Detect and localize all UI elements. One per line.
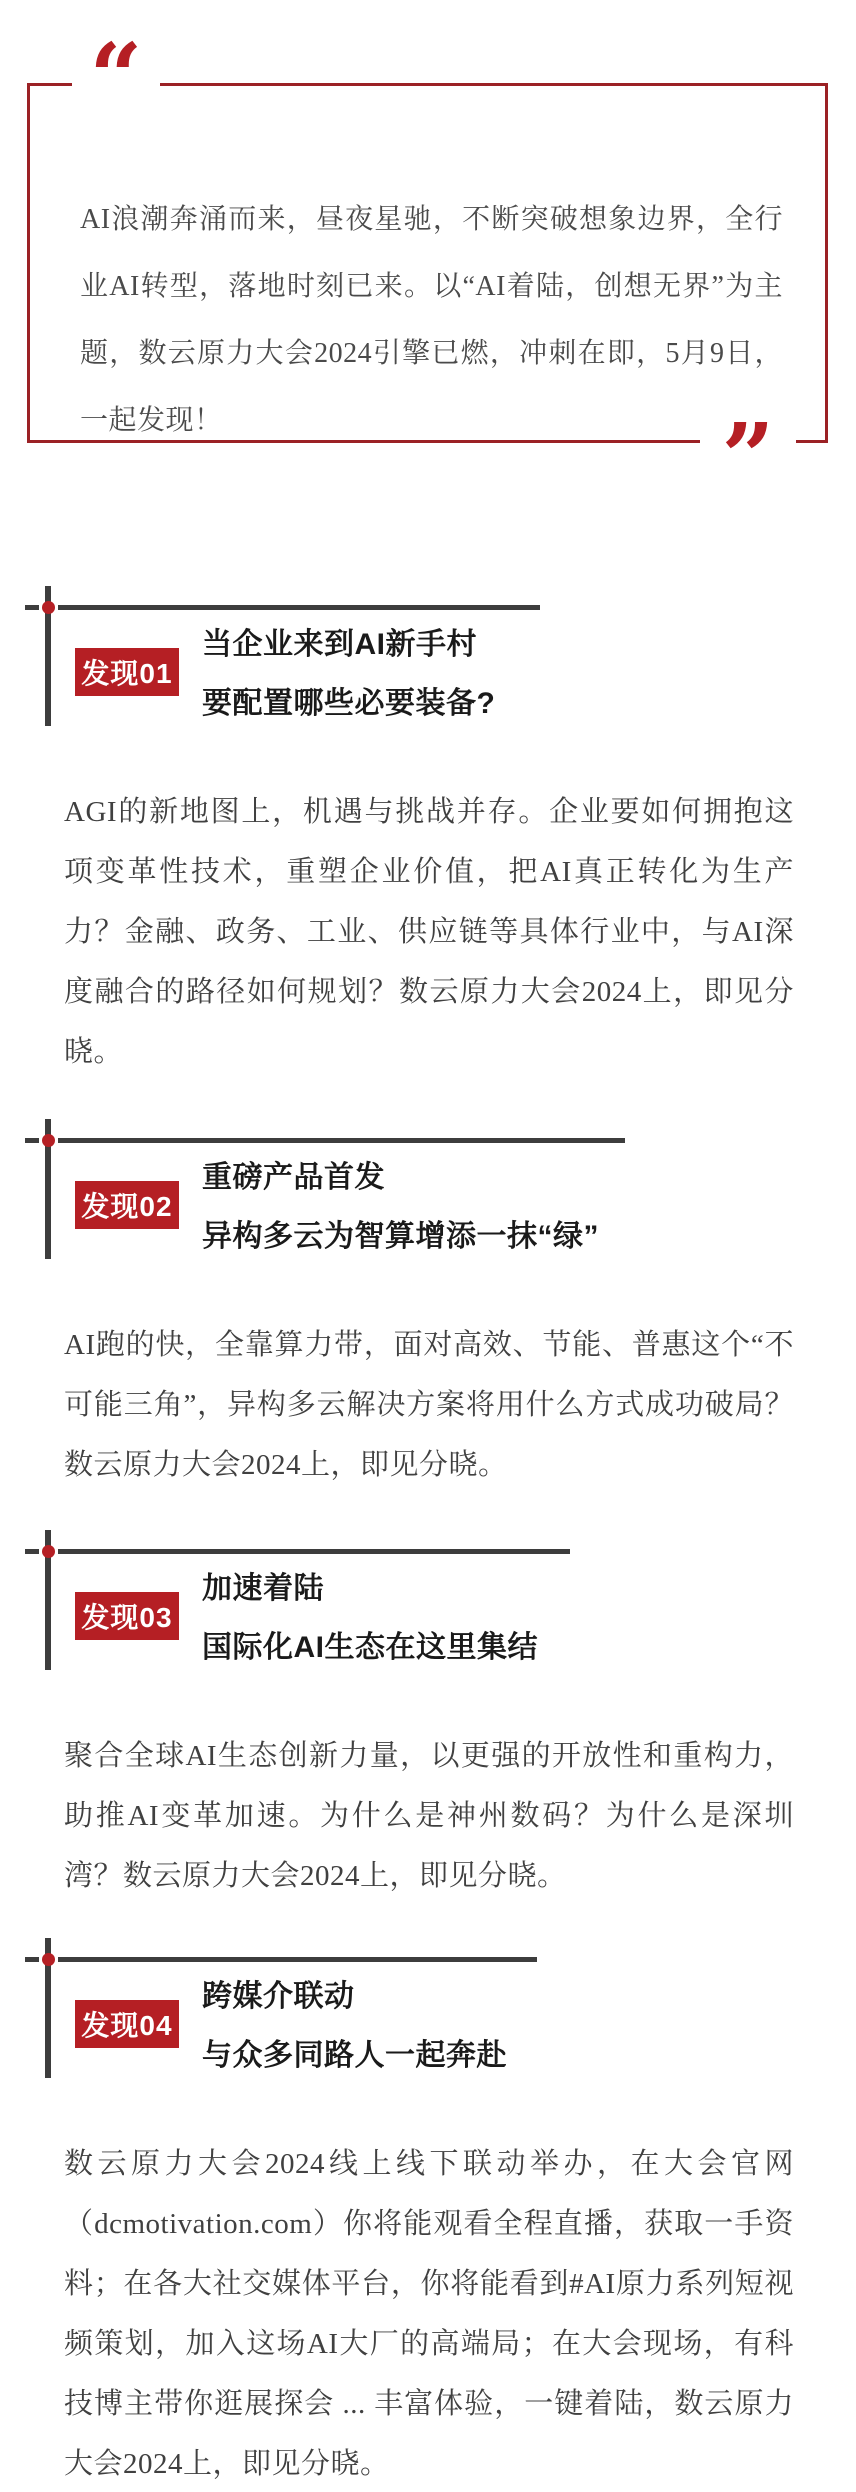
divider-horizontal-line [58,605,540,610]
open-quote-icon: “ [72,44,160,110]
discovery-section-3 [0,1530,856,1910]
divider-dot-icon [42,601,55,614]
divider-horizontal-line [58,1957,537,1962]
section-title-line1: 重磅产品首发 [202,1161,385,1194]
section-title-line1: 跨媒介联动 [202,1980,355,2013]
divider-dash [25,1957,39,1962]
divider-dot-icon [42,1134,55,1147]
section-body: 数云原力大会2024线上线下联动举办，在大会官网（dcmotivation.com）你将能观看全程直播，获取一手资料；在各大社交媒体平台，你将能看到#AI原力系列短视频策划，加入这场AI大厂的高端局；在大会现场，有科技博主带你逛展探会 ... 丰富体验，一键着陆，数云原力大会2024上，即见分晓。 [64,2148,794,2480]
discovery-section-2 [0,1119,856,1499]
section-title-line1: 当企业来到AI新手村 [202,628,477,661]
discovery-badge: 发现04 [75,2000,179,2048]
section-title [202,1980,507,2073]
section-title-line2: 要配置哪些必要装备? [202,687,496,720]
section-body: AGI的新地图上，机遇与挑战并存。企业要如何拥抱这项变革性技术，重塑企业价值，把AI真正转化为生产力？金融、政务、工业、供应链等具体行业中，与AI深度融合的路径如何规划？数云原力大会2024上，即见分晓。 [64,796,794,1068]
divider-horizontal-line [58,1549,570,1554]
section-title [202,1572,538,1665]
quote-block [27,83,828,443]
section-title [202,1161,599,1254]
discovery-section-1 [0,586,856,1086]
section-title [202,628,495,721]
discovery-badge: 发现01 [75,648,179,696]
quote-text: AI浪潮奔涌而来，昼夜星驰，不断突破想象边界，全行业AI转型，落地时刻已来。以“AI着陆，创想无界”为主题，数云原力大会2024引擎已燃，冲刺在即，5月9日，一起发现！ [80,204,783,436]
section-title-line2: 与众多同路人一起奔赴 [202,2039,507,2072]
discovery-section-4 [0,1938,856,2478]
section-body: AI跑的快，全靠算力带，面对高效、节能、普惠这个“不可能三角”，异构多云解决方案将用什么方式成功破局？数云原力大会2024上，即见分晓。 [64,1329,794,1481]
divider-dash [25,605,39,610]
section-body: 聚合全球AI生态创新力量，以更强的开放性和重构力，助推AI变革加速。为什么是神州数码？为什么是深圳湾？数云原力大会2024上，即见分晓。 [64,1740,794,1892]
discovery-badge: 发现03 [75,1592,179,1640]
discovery-badge: 发现02 [75,1181,179,1229]
divider-dash [25,1138,39,1143]
divider-horizontal-line [58,1138,625,1143]
section-title-line2: 异构多云为智算增添一抹“绿” [202,1220,599,1253]
divider-dot-icon [42,1545,55,1558]
divider-dot-icon [42,1953,55,1966]
close-quote-icon: ” [700,424,796,490]
section-title-line1: 加速着陆 [202,1572,324,1605]
divider-dash [25,1549,39,1554]
section-title-line2: 国际化AI生态在这里集结 [202,1631,538,1664]
